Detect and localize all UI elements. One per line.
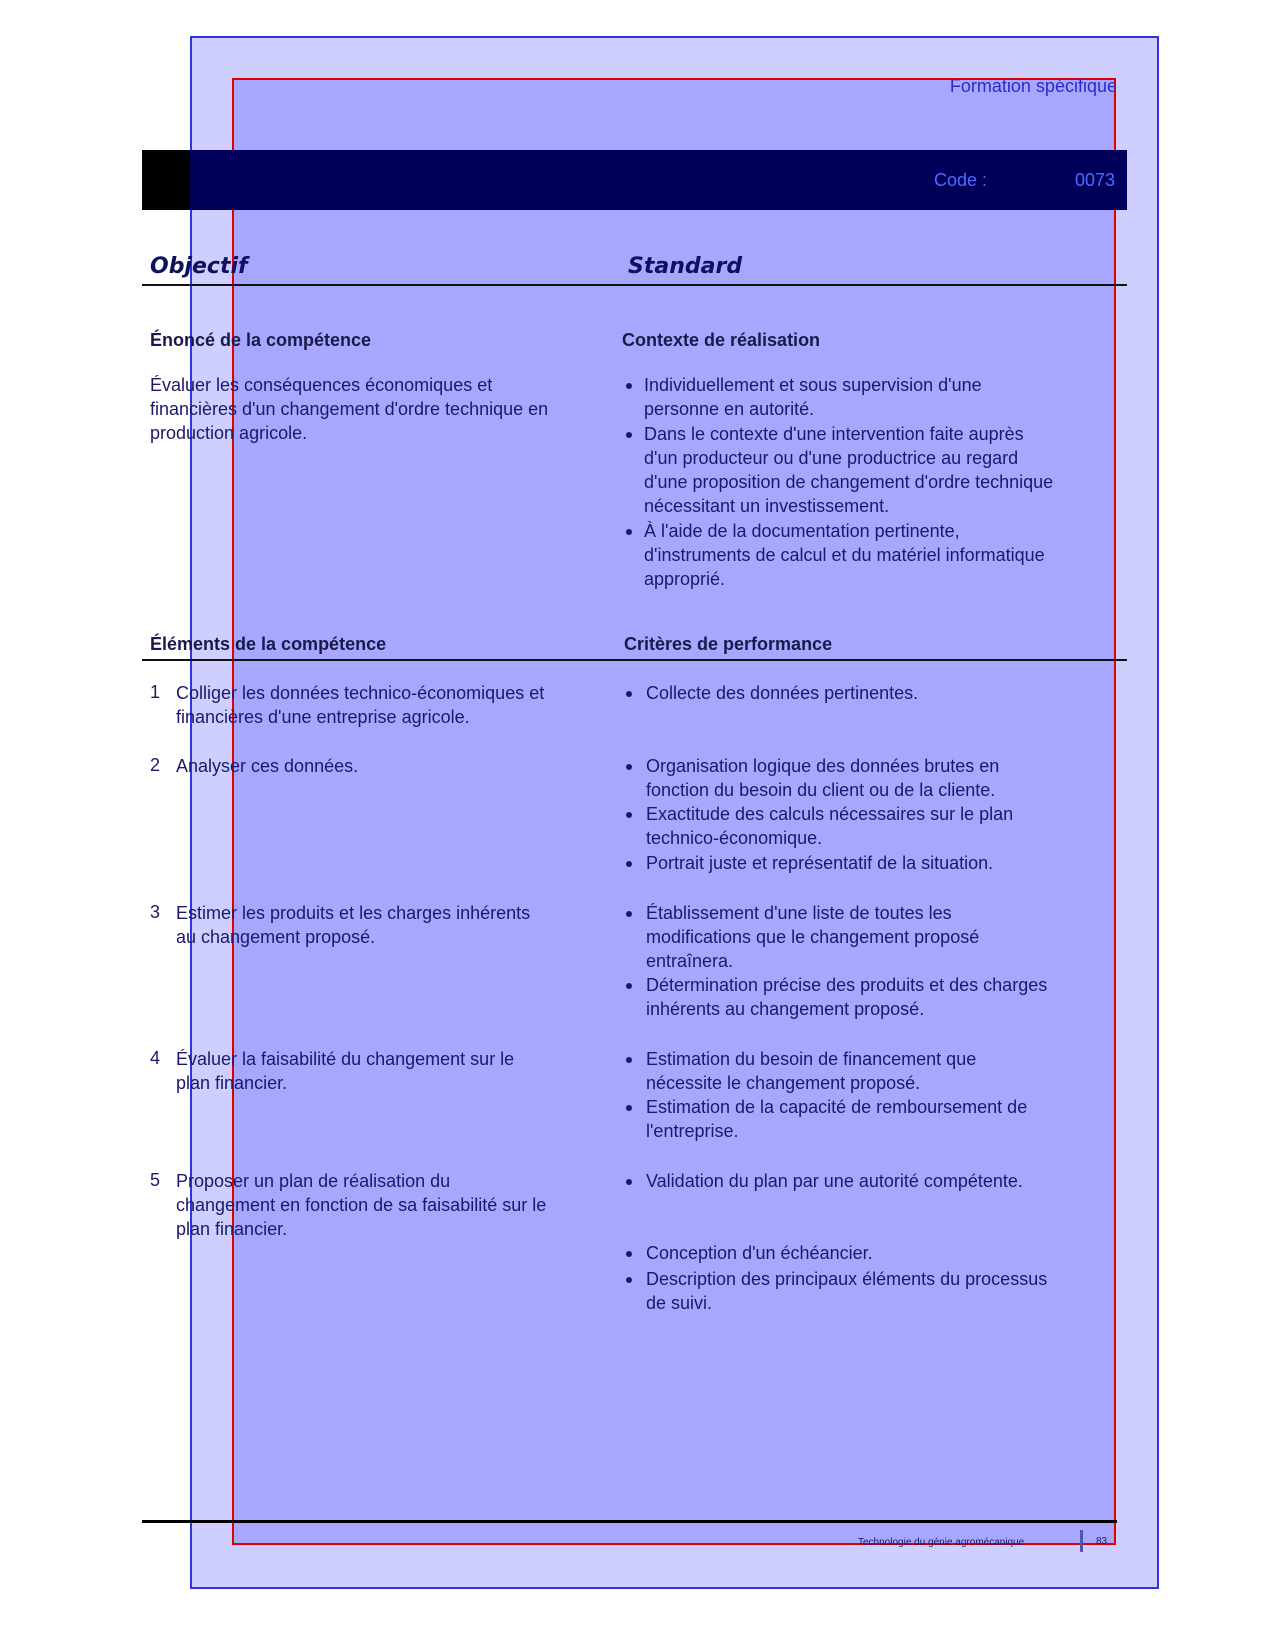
critere-line: technico-économique.	[646, 828, 823, 848]
critere-line: fonction du besoin du client ou de la cliente.	[646, 780, 996, 800]
bullet	[626, 1251, 632, 1257]
enonce-line: financières d'un changement d'ordre technique en	[150, 399, 549, 419]
element-number: 2	[150, 755, 161, 775]
critere-line: inhérents au changement proposé.	[646, 999, 925, 1019]
section-rule	[142, 659, 1127, 661]
bullet	[626, 383, 632, 389]
element-line: plan financier.	[176, 1073, 288, 1093]
elements-heading: Éléments de la compétence	[150, 634, 387, 654]
critere-line: nécessite le changement proposé.	[646, 1073, 921, 1093]
contexte-item	[644, 519, 1045, 591]
bullet	[626, 812, 632, 818]
critere-line: Exactitude des calculs nécessaires sur le plan	[646, 804, 1014, 824]
code-value: 0073	[1075, 170, 1116, 190]
element-item	[176, 754, 358, 778]
contexte-line: personne en autorité.	[644, 399, 815, 419]
footer-rule	[142, 1520, 1117, 1523]
contexte-line: nécessitant un investissement.	[644, 496, 890, 516]
critere-line: l'entreprise.	[646, 1121, 739, 1141]
element-item	[176, 681, 544, 729]
bullet	[626, 1105, 632, 1111]
objectif-title: Objectif	[150, 254, 248, 279]
element-number: 1	[150, 682, 161, 702]
critere-line: Estimation de la capacité de remboursement de	[646, 1097, 1028, 1117]
critere-item	[646, 802, 1013, 850]
page-number: 83	[1096, 1536, 1108, 1547]
contexte-line: approprié.	[644, 569, 726, 589]
critere-line: Description des principaux éléments du processus	[646, 1269, 1048, 1289]
bullet	[626, 764, 632, 770]
critere-line: de suivi.	[646, 1293, 713, 1313]
element-item	[176, 1047, 514, 1095]
bullet	[626, 529, 632, 535]
element-line: Analyser ces données.	[176, 756, 359, 776]
critere-line: Détermination précise des produits et des charges	[646, 975, 1048, 995]
bullet	[626, 1057, 632, 1063]
element-line: Proposer un plan de réalisation du	[176, 1171, 451, 1191]
contexte-line: d'une proposition de changement d'ordre technique	[644, 472, 1054, 492]
critere-item	[646, 973, 1047, 1021]
bullet	[626, 432, 632, 438]
criteres-heading: Critères de performance	[624, 634, 833, 654]
critere-line: modifications que le changement proposé	[646, 927, 980, 947]
critere-line: Collecte des données pertinentes.	[646, 683, 919, 703]
standard-title: Standard	[628, 254, 743, 279]
critere-line: Estimation du besoin de financement que	[646, 1049, 977, 1069]
title-rule	[142, 284, 1127, 286]
critere-item	[646, 1267, 1047, 1315]
critere-item	[646, 754, 999, 802]
bullet	[626, 983, 632, 989]
contexte-item	[644, 373, 982, 421]
critere-line: Établissement d'une liste de toutes les	[646, 903, 952, 923]
bullet	[626, 911, 632, 917]
enonce-text	[150, 373, 548, 445]
element-line: changement en fonction de sa faisabilité sur le	[176, 1195, 547, 1215]
critere-line: Organisation logique des données brutes en	[646, 756, 1000, 776]
element-number: 4	[150, 1048, 161, 1068]
section-label: Formation spécifique	[949, 76, 1117, 96]
contexte-line: Dans le contexte d'une intervention faite auprès	[644, 424, 1024, 444]
contexte-line: d'un producteur ou d'une productrice au regard	[644, 448, 1019, 468]
enonce-heading: Énoncé de la compétence	[150, 330, 372, 350]
element-number: 5	[150, 1170, 161, 1190]
critere-item	[646, 1047, 976, 1095]
contexte-line: d'instruments de calcul et du matériel informatique	[644, 545, 1045, 565]
critere-item	[646, 1241, 873, 1265]
bullet	[626, 1277, 632, 1283]
critere-line: entraînera.	[646, 951, 734, 971]
enonce-line: production agricole.	[150, 423, 308, 443]
critere-item	[646, 1095, 1027, 1143]
contexte-line: À l'aide de la documentation pertinente,	[644, 521, 960, 541]
critere-item	[646, 901, 979, 973]
footer-separator	[1080, 1530, 1083, 1552]
contexte-heading: Contexte de réalisation	[622, 330, 821, 350]
critere-line: Portrait juste et représentatif de la situation.	[646, 853, 994, 873]
element-item	[176, 1169, 546, 1241]
critere-line: Conception d'un échéancier.	[646, 1243, 873, 1263]
bullet	[626, 691, 632, 697]
enonce-line: Évaluer les conséquences économiques et	[150, 375, 493, 395]
element-line: au changement proposé.	[176, 927, 376, 947]
element-line: Estimer les produits et les charges inhérents	[176, 903, 531, 923]
element-line: financières d'une entreprise agricole.	[176, 707, 470, 727]
bullet	[626, 861, 632, 867]
element-line: plan financier.	[176, 1219, 288, 1239]
code-label: Code :	[934, 170, 988, 190]
critere-item	[646, 681, 918, 705]
critere-line: Validation du plan par une autorité compétente.	[646, 1171, 1023, 1191]
element-number: 3	[150, 902, 161, 922]
footer-text: Technologie du génie agromécanique	[858, 1537, 1025, 1548]
element-line: Colliger les données technico-économiques et	[176, 683, 545, 703]
element-line: Évaluer la faisabilité du changement sur le	[176, 1049, 515, 1069]
critere-item	[646, 1169, 1023, 1193]
bullet	[626, 1179, 632, 1185]
critere-item	[646, 851, 993, 875]
contexte-item	[644, 422, 1053, 518]
contexte-line: Individuellement et sous supervision d'une	[644, 375, 982, 395]
element-item	[176, 901, 530, 949]
